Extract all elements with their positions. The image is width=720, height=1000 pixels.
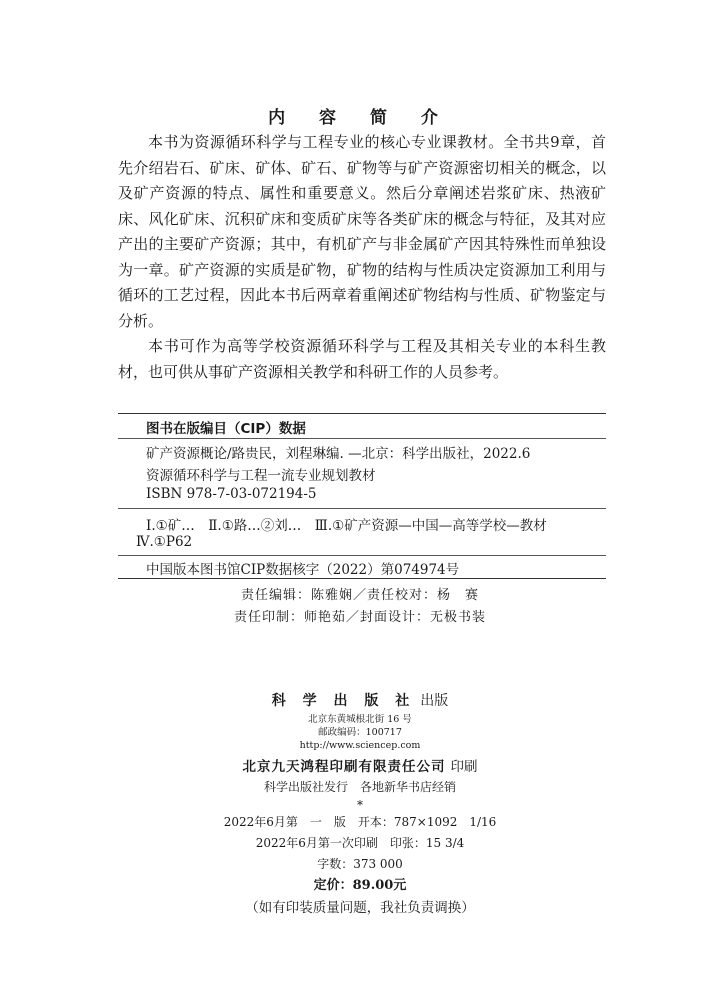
editors-line-1: 责任编辑：陈雅娴／责任校对：杨 赛 <box>240 588 479 603</box>
page-title: 内 容 简 介 <box>268 108 452 128</box>
publisher-name: 科 学 出 版 社 <box>271 693 416 709</box>
cip-title-line: 矿产资源概论/路贵民，刘程琳编. —北京：科学出版社，2022.6 <box>146 446 531 462</box>
word-count-line: 字数：373 000 <box>317 857 403 871</box>
publisher-section <box>0 690 720 919</box>
cip-subject-line: Ⅰ.①矿… Ⅱ.①路…②刘… Ⅲ.①矿产资源—中国—高等学校—教材 <box>146 518 547 534</box>
publisher-name-suffix: 出版 <box>420 693 449 709</box>
quality-notice: （如有印装质量问题，我社负责调换） <box>245 900 475 916</box>
cip-record-number: 中国版本图书馆CIP数据核字（2022）第074974号 <box>146 562 460 578</box>
publisher-website: http://www.sciencep.com <box>299 740 421 751</box>
price-line: 定价：89.00元 <box>313 878 407 893</box>
publisher-postcode: 邮政编码：100717 <box>318 727 402 738</box>
editors-line-2: 责任印制：师艳茹／封面设计：无极书装 <box>233 610 486 625</box>
cip-series-line: 资源循环科学与工程一流专业规划教材 <box>146 468 376 484</box>
cip-isbn-line: ISBN 978-7-03-072194-5 <box>146 486 317 502</box>
cip-divider <box>118 555 606 556</box>
edition-line: 2022年6月第 一 版 开本：787×1092 1/16 <box>223 815 497 829</box>
printer-suffix: 印刷 <box>450 759 478 775</box>
publisher-address: 北京东黄城根北街 16 号 <box>308 714 412 725</box>
summary-section <box>118 130 606 385</box>
cip-data-box <box>118 413 606 579</box>
cip-divider <box>118 438 606 439</box>
cip-divider <box>118 508 606 509</box>
separator-asterisk: * <box>357 798 363 812</box>
printer-name: 北京九天鸿程印刷有限责任公司 <box>242 759 446 775</box>
summary-paragraph-2: 本书可作为高等学校资源循环科学与工程及其相关专业的本科生教材，也可供从事矿产资源相关教学和科研工作的人员参考。 <box>118 337 606 381</box>
printing-line: 2022年6月第一次印刷 印张：15 3/4 <box>255 836 465 850</box>
summary-paragraph-1: 本书为资源循环科学与工程专业的核心专业课教材。全书共9章，首先介绍岩石、矿床、矿体、矿石、矿物等与矿产资源密切相关的概念，以及矿产资源的特点、属性和重要意义。然后分章阐述岩浆矿床、热液矿床、风化矿床、沉积矿床和变质矿床等各类矿床的概念与特征，及其对应产出的主要矿产资源；其中，有机矿产与非金属矿产因其特殊性而单独设为一章。矿产资源的实质是矿物，矿物的结构与性质决定资源加工利用与循环的工艺过程，因此本书后两章着重阐述矿物结构与性质、矿物鉴定与分析。 <box>118 133 606 330</box>
cip-heading: 图书在版编目（CIP）数据 <box>146 421 306 437</box>
cip-classification-line: Ⅳ.①P62 <box>136 534 193 550</box>
distribution-line: 科学出版社发行 各地新华书店经销 <box>263 780 456 794</box>
editors-section <box>0 585 720 629</box>
